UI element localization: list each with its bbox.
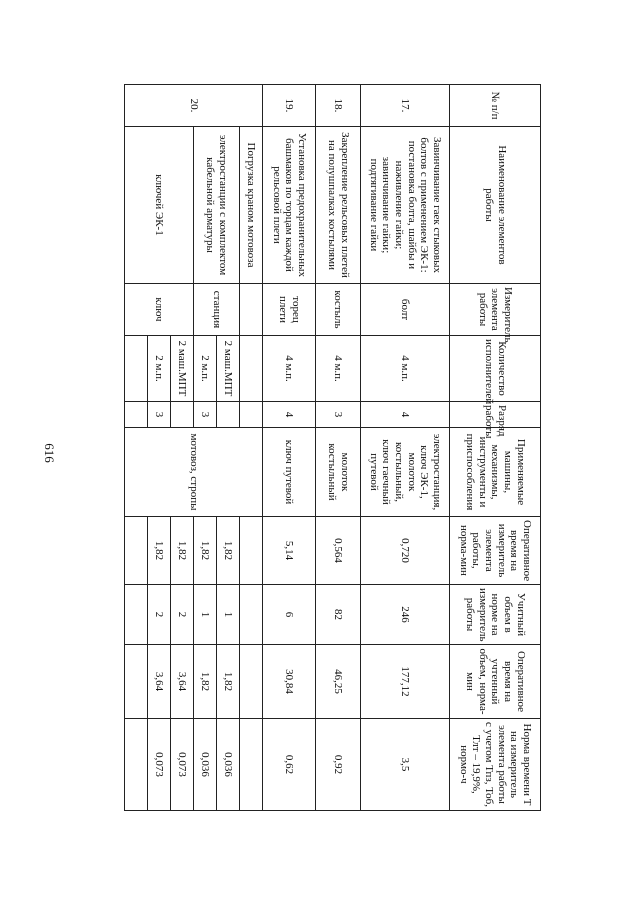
row-volume: 6 bbox=[263, 585, 316, 645]
row-name: Погрузка краном мотовоза bbox=[240, 127, 263, 284]
sub-row-norm-time: 0,036 bbox=[194, 719, 217, 811]
header-op-time-meter: Оперативное время на измеритель элемента работы, норма-мин bbox=[450, 517, 541, 585]
row-op-time-meter: 0,564 bbox=[316, 517, 361, 585]
row-meter: торец плети bbox=[263, 284, 316, 336]
table-row-17 bbox=[361, 85, 450, 811]
spacer-cell bbox=[125, 645, 148, 719]
sub-row-workers: 2 маш.МПТ bbox=[217, 336, 240, 402]
spacer-cell bbox=[125, 336, 148, 402]
spacer-cell bbox=[125, 517, 148, 585]
sub-row-op-time-meter: 1,82 bbox=[194, 517, 217, 585]
header-norm-time: Норма времени Т на измеритель элемента работы с учетом Тпз, Тоб, Тлт – 19,9%, нормо-ч bbox=[450, 719, 541, 811]
row-op-time-meter-empty bbox=[240, 517, 263, 585]
sub-row-workers: 2 м.п. bbox=[148, 336, 171, 402]
row-grade: 3 bbox=[316, 402, 361, 428]
sub-row-name: ключей ЭК-1 bbox=[125, 127, 194, 284]
row-workers-empty bbox=[240, 336, 263, 402]
norms-table-container bbox=[89, 84, 541, 810]
header-row bbox=[450, 85, 541, 811]
row-op-time-meter: 0,720 bbox=[361, 517, 450, 585]
page-number: 616 bbox=[42, 443, 57, 463]
row-machines: молоток костыльный bbox=[316, 428, 361, 517]
sub-row-op-time-volume: 3,64 bbox=[148, 645, 171, 719]
header-machines: Применяемые машины, механизмы, инструменты и приспособления bbox=[450, 428, 541, 517]
sub-row-volume: 1 bbox=[217, 585, 240, 645]
row-machines: электростанция, ключ ЭК-1, молоток костыльный, ключ гаечный путевой bbox=[361, 428, 450, 517]
row-op-time-volume-empty bbox=[240, 645, 263, 719]
row-op-time-volume: 46,25 bbox=[316, 645, 361, 719]
sub-row-op-time-meter: 1,82 bbox=[171, 517, 194, 585]
row-number: 20. bbox=[125, 85, 263, 127]
spacer-cell bbox=[125, 585, 148, 645]
table-row-20-header bbox=[240, 85, 263, 811]
row-op-time-volume: 177,12 bbox=[361, 645, 450, 719]
sub-row-volume: 1 bbox=[194, 585, 217, 645]
sub-row-name: электростанции с комплектом кабельной арматуры bbox=[194, 127, 240, 284]
row-volume: 246 bbox=[361, 585, 450, 645]
sub-row-grade: 3 bbox=[194, 402, 217, 428]
table-row-18 bbox=[316, 85, 361, 811]
header-volume: Учитный объем в норме на измеритель работы bbox=[450, 585, 541, 645]
row-name: Установка предохранительных башмаков по торцам каждой рельсовой плети bbox=[263, 127, 316, 284]
header-meter: Измеритель элемента работы bbox=[450, 284, 541, 336]
sub-row-meter: станция bbox=[194, 284, 240, 336]
header-grade: Разряд работы bbox=[450, 402, 541, 428]
row-grade-empty bbox=[240, 402, 263, 428]
sub-row-meter: ключ bbox=[125, 284, 194, 336]
row-volume: 82 bbox=[316, 585, 361, 645]
row-meter: болт bbox=[361, 284, 450, 336]
row-workers: 4 м.п. bbox=[361, 336, 450, 402]
spacer-cell bbox=[125, 719, 148, 811]
sub-row-op-time-meter: 1,82 bbox=[148, 517, 171, 585]
spacer-cell bbox=[125, 402, 148, 428]
sub-row-norm-time: 0,073 bbox=[171, 719, 194, 811]
row-meter: костыль bbox=[316, 284, 361, 336]
row-name: Закрепление рельсовых плетей на полушпалках костылями bbox=[316, 127, 361, 284]
sub-row-workers: 2 м.п. bbox=[194, 336, 217, 402]
row-norm-time: 0,92 bbox=[316, 719, 361, 811]
sub-row-op-time-volume: 1,82 bbox=[194, 645, 217, 719]
sub-row-op-time-volume: 3,64 bbox=[171, 645, 194, 719]
row-norm-time: 3,5 bbox=[361, 719, 450, 811]
sub-row-norm-time: 0,036 bbox=[217, 719, 240, 811]
sub-row-volume: 2 bbox=[148, 585, 171, 645]
row-number: 17. bbox=[361, 85, 450, 127]
header-num: № п/п bbox=[450, 85, 541, 127]
row-grade: 4 bbox=[361, 402, 450, 428]
sub-row-op-time-volume: 1,82 bbox=[217, 645, 240, 719]
norms-table bbox=[124, 84, 541, 811]
header-workers: Количество исполнителей bbox=[450, 336, 541, 402]
row-op-time-meter: 5,14 bbox=[263, 517, 316, 585]
row-machines: ключ путевой bbox=[263, 428, 316, 517]
row-norm-time: 0,62 bbox=[263, 719, 316, 811]
row-meter-empty bbox=[240, 284, 263, 336]
header-name: Наименование элементов работы bbox=[450, 127, 541, 284]
table-row-19 bbox=[263, 85, 316, 811]
sub-row-workers: 2 маш.МПТ bbox=[171, 336, 194, 402]
row-number: 18. bbox=[316, 85, 361, 127]
row-name: Завинчивание гаек стыковых болтов с применением ЭК-1: постановка болта, шайбы и наживление гайки; завинчивание гайки; подтягивание гайки bbox=[361, 127, 450, 284]
row-op-time-volume: 30,84 bbox=[263, 645, 316, 719]
header-op-time-volume: Оперативное время на учтенный объем, норма-мин bbox=[450, 645, 541, 719]
row-workers: 4 м.п. bbox=[316, 336, 361, 402]
sub-row-op-time-meter: 1,82 bbox=[217, 517, 240, 585]
row-volume-empty bbox=[240, 585, 263, 645]
sub-row-grade bbox=[171, 402, 194, 428]
sub-row-norm-time: 0,073 bbox=[148, 719, 171, 811]
row-norm-time-empty bbox=[240, 719, 263, 811]
row-workers: 4 м.п. bbox=[263, 336, 316, 402]
sub-row-grade: 3 bbox=[148, 402, 171, 428]
row-grade: 4 bbox=[263, 402, 316, 428]
row-number: 19. bbox=[263, 85, 316, 127]
row-machines: мотовоз, стропы bbox=[125, 428, 263, 517]
sub-row-grade bbox=[217, 402, 240, 428]
norms-table-rotated bbox=[89, 84, 541, 810]
sub-row-volume: 2 bbox=[171, 585, 194, 645]
